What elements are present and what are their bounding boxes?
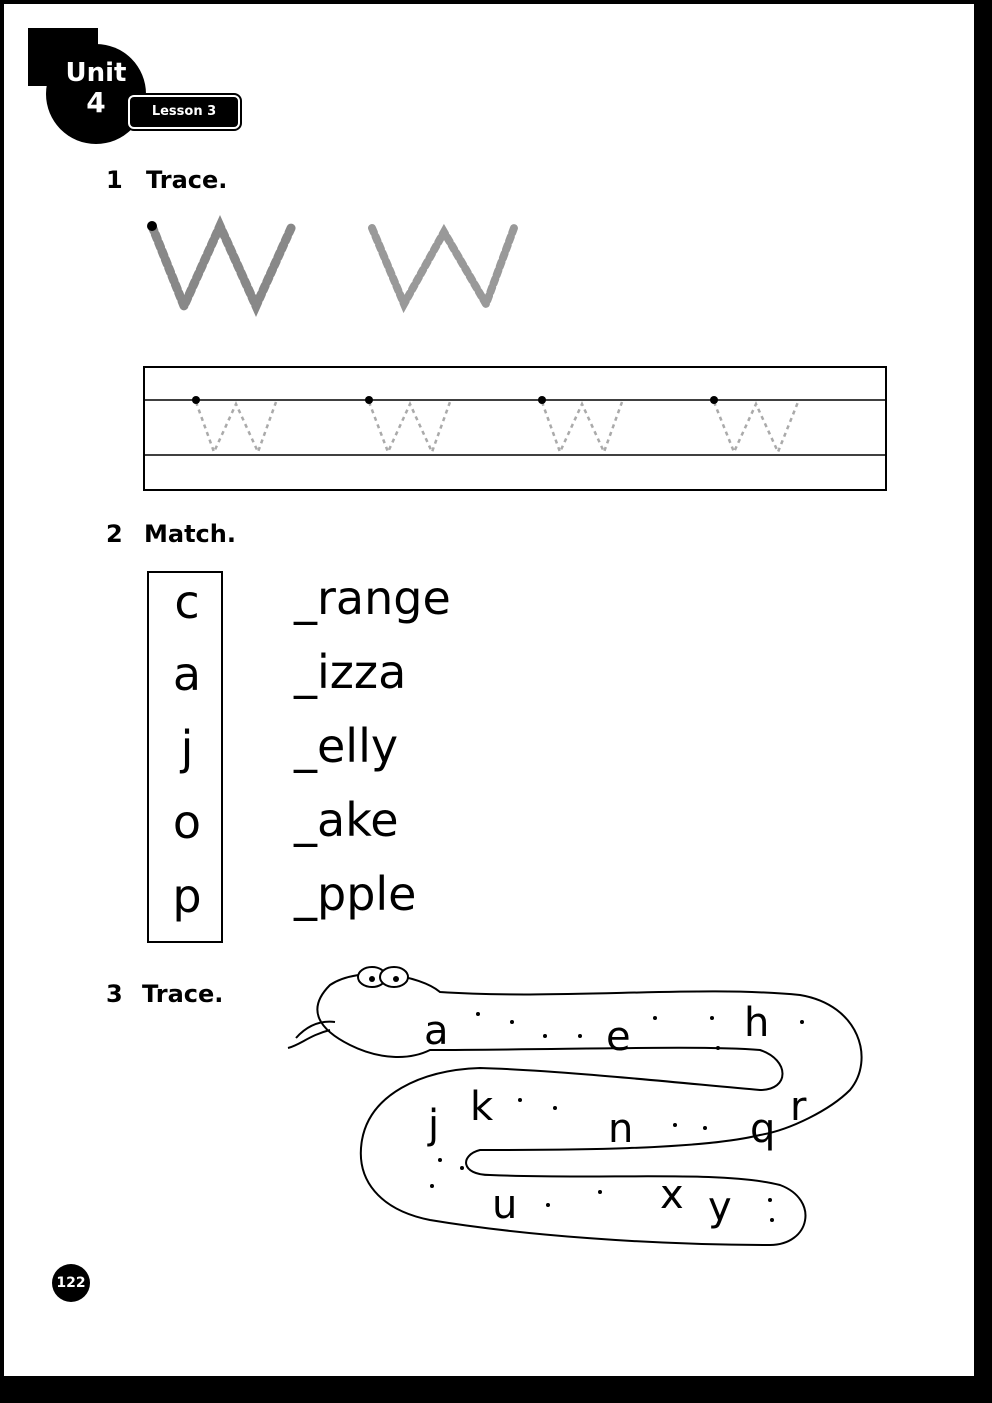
exercise-2-number: 2	[106, 520, 123, 548]
lesson-badge: Lesson 3	[128, 95, 240, 129]
start-dot	[365, 396, 373, 404]
match-letter[interactable]: p	[172, 869, 202, 923]
start-dot	[710, 396, 718, 404]
snake-letter: a	[424, 1008, 449, 1054]
trace-capital-w	[152, 226, 292, 306]
trace-letter-labels	[150, 320, 157, 321]
handwriting-box	[144, 367, 886, 490]
match-word[interactable]: _izza	[294, 645, 407, 699]
match-word[interactable]: _elly	[294, 719, 399, 773]
snake-letter: k	[470, 1084, 494, 1130]
snake-letter: q	[750, 1106, 776, 1152]
snake-letter: u	[492, 1182, 518, 1228]
match-letter[interactable]: j	[180, 721, 194, 775]
match-letter[interactable]: o	[172, 795, 202, 849]
trace-letter: W	[150, 320, 151, 321]
row-letter: w	[154, 320, 156, 321]
match-letter[interactable]: a	[172, 647, 202, 701]
match-word[interactable]: _ake	[294, 793, 399, 847]
letter-column-box	[147, 571, 223, 943]
row-letter: w	[152, 320, 154, 321]
trace-lowercase-w	[372, 228, 514, 304]
snake-letter: j	[428, 1102, 440, 1148]
match-letter[interactable]: c	[174, 575, 200, 629]
exercise-3-number: 3	[106, 980, 123, 1008]
snake-letter: r	[790, 1084, 807, 1130]
snake-letter: n	[608, 1106, 634, 1152]
exercise-1-title: Trace.	[146, 166, 228, 194]
snake-letter: y	[708, 1184, 732, 1230]
start-dot	[192, 396, 200, 404]
row-letter: w	[155, 320, 157, 321]
exercise-3-title: Trace.	[142, 980, 224, 1008]
snake-letter: h	[744, 1000, 770, 1046]
row-trace-letters	[196, 402, 798, 452]
trace-letter: w	[151, 320, 153, 321]
snake-letter-group	[424, 1000, 807, 1230]
start-dot	[538, 396, 546, 404]
page-number-badge: 122	[52, 1264, 90, 1302]
exercise-2-title: Match.	[144, 520, 236, 548]
exercise-1-number: 1	[106, 166, 123, 194]
match-word[interactable]: _range	[294, 571, 451, 625]
snake-pupil	[393, 976, 399, 982]
snake-letter: e	[606, 1014, 631, 1060]
row-letter: w	[153, 320, 155, 321]
start-dot	[147, 221, 157, 231]
snake-illustration	[288, 974, 862, 1245]
unit-label: Unit	[65, 58, 127, 88]
unit-number: 4	[86, 86, 106, 119]
snake-letter: x	[660, 1172, 684, 1218]
match-word[interactable]: _pple	[294, 867, 417, 921]
snake-pupil	[369, 976, 375, 982]
